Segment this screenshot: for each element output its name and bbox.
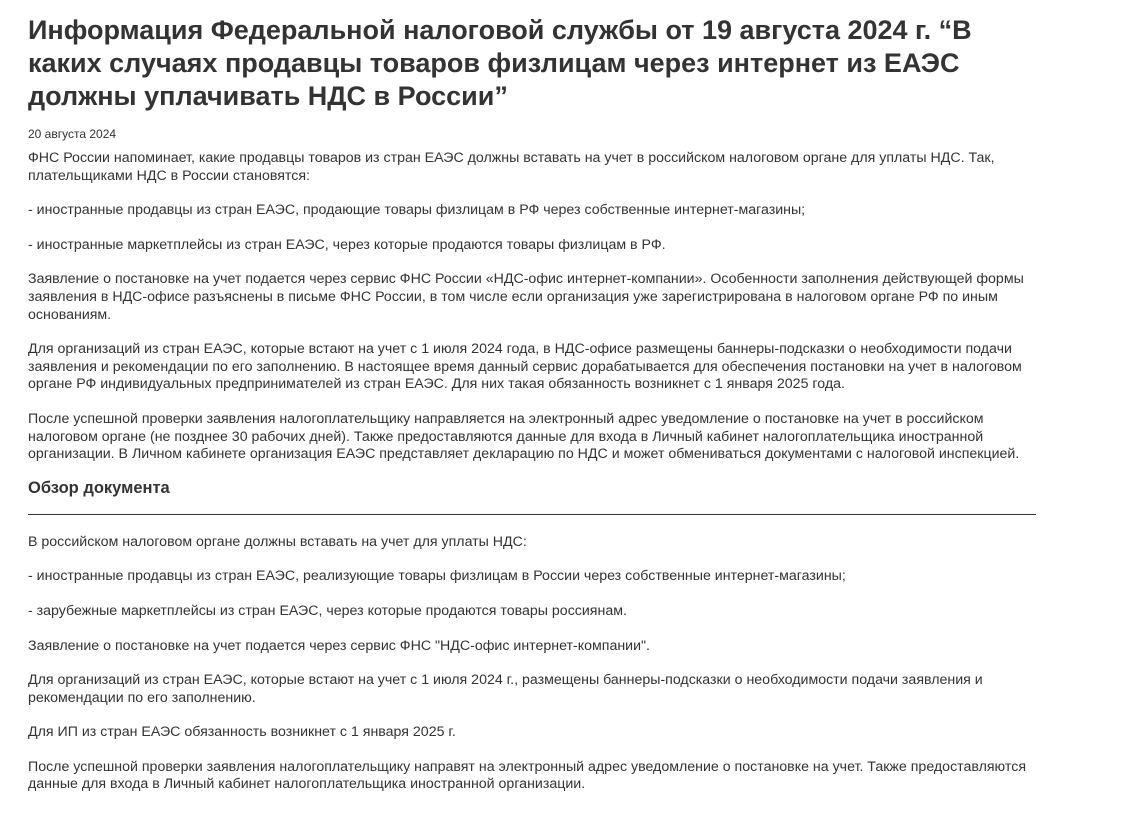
- page-title: Информация Федеральной налоговой службы от 19 августа 2024 г. “В каких случаях продавцы товаров физлицам через интернет из ЕАЭС должны уплачивать НДС в России”: [28, 15, 972, 111]
- overview-list-item: - зарубежные маркетплейсы из стран ЕАЭС, через которые продаются товары россиянам.: [28, 602, 627, 619]
- article-paragraph: Заявление о постановке на учет подается через сервис ФНС России «НДС-офис интернет-компании». Особенности заполнения действующей формы заявления в НДС-офисе разъяснены в письме ФНС России, в том числе если организация уже зарегистрирована в налоговом органе РФ по иным основаниям.: [28, 271, 1024, 323]
- overview-body: [28, 534, 1038, 794]
- overview-paragraph: Для организаций из стран ЕАЭС, которые встают на учет с 1 июля 2024 г., размещены баннеры-подсказки о необходимости подачи заявления и рекомендации по его заполнению.: [28, 672, 983, 706]
- overview-heading: Обзор документа: [28, 478, 170, 497]
- overview-paragraph: После успешной проверки заявления налогоплательщику направят на электронный адрес уведомление о постановке на учет. Также предоставляются данные для входа в Личный кабинет налогоплательщика иностранной организации.: [28, 758, 1027, 793]
- article-paragraph: ФНС России напоминает, какие продавцы товаров из стран ЕАЭС должны вставать на учет в российском налоговом органе для уплаты НДС. Так, плательщиками НДС в России становятся:: [28, 150, 995, 184]
- section-divider: [28, 514, 1036, 515]
- publication-date: 20 августа 2024: [28, 127, 117, 141]
- article-body: [28, 150, 1038, 464]
- overview-list-item: - иностранные продавцы из стран ЕАЭС, реализующие товары физлицам в России через собственные интернет-магазины;: [28, 568, 846, 585]
- article-list-item: - иностранные маркетплейсы из стран ЕАЭС, через которые продаются товары физлицам в РФ.: [28, 236, 666, 253]
- article-paragraph: Для организаций из стран ЕАЭС, которые встают на учет с 1 июля 2024 года, в НДС-офисе размещены баннеры-подсказки о необходимости подачи заявления и рекомендации по его заполнению. В настоящее время данный сервис дорабатывается для обеспечения постановки на учет в налоговом органе РФ индивидуальных предпринимателей из стран ЕАЭС. Для них такая обязанность возникнет с 1 января 2025 года.: [28, 341, 1022, 393]
- overview-paragraph: В российском налоговом органе должны вставать на учет для уплаты НДС:: [28, 533, 527, 550]
- overview-paragraph: Заявление о постановке на учет подается через сервис ФНС "НДС-офис интернет-компании".: [28, 637, 650, 654]
- overview-paragraph: Для ИП из стран ЕАЭС обязанность возникнет с 1 января 2025 г.: [28, 724, 456, 741]
- article-list-item: - иностранные продавцы из стран ЕАЭС, продающие товары физлицам в РФ через собственные интернет-магазины;: [28, 202, 806, 219]
- article-paragraph: После успешной проверки заявления налогоплательщику направляется на электронный адрес уведомление о постановке на учет в российском налоговом органе (не позднее 30 рабочих дней). Также предоставляются данные для входа в Личный кабинет налогоплательщика иностранной организации. В Личном кабинете организация ЕАЭС представляет декларацию по НДС и может обмениваться документами с налоговой инспекцией.: [28, 410, 1020, 463]
